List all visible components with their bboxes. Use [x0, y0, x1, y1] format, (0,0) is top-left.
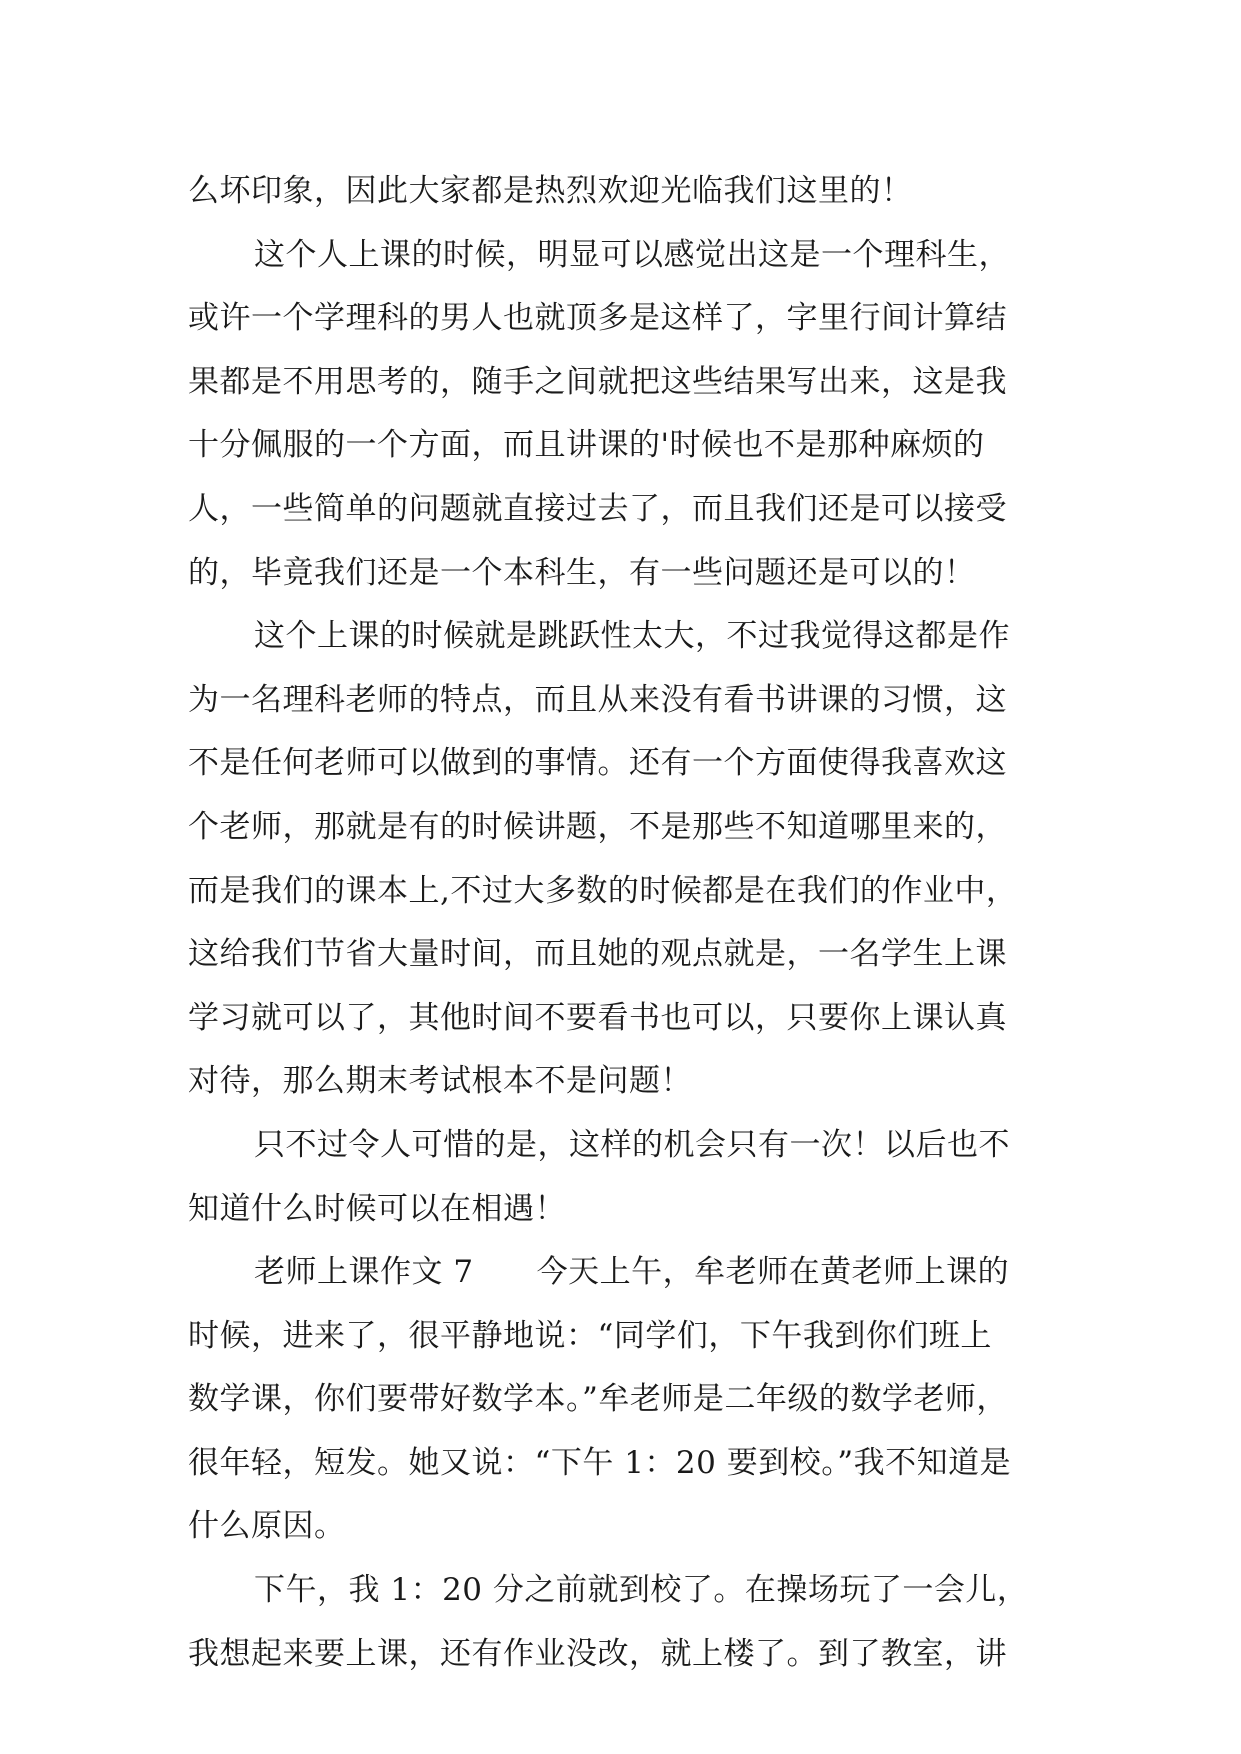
text-line: 什么原因。 — [188, 1508, 346, 1545]
document-body — [188, 160, 1068, 1686]
text-line: 十分佩服的一个方面，而且讲课的'时候也不是那种麻烦的 — [188, 427, 985, 464]
text-line: 学习就可以了，其他时间不要看书也可以，只要你上课认真 — [188, 999, 1007, 1036]
text-line: 或许一个学理科的男人也就顶多是这样了，字里行间计算结 — [188, 300, 1007, 337]
text-line: 这个上课的时候就是跳跃性太大，不过我觉得这都是作 — [254, 618, 1010, 655]
text-line: 时候，进来了，很平静地说：“同学们，下午我到你们班上 — [188, 1317, 992, 1354]
text-line: 这个人上课的时候，明显可以感觉出这是一个理科生， — [254, 236, 1010, 273]
text-line: 老师上课作文 7 今天上午，牟老师在黄老师上课的 — [254, 1254, 1010, 1291]
text-line: 下午，我 1：20 分之前就到校了。在操场玩了一会儿， — [254, 1572, 1029, 1609]
text-line: 为一名理科老师的特点，而且从来没有看书讲课的习惯，这 — [188, 681, 1007, 718]
text-line: 不是任何老师可以做到的事情。还有一个方面使得我喜欢这 — [188, 745, 1007, 782]
text-line: 这给我们节省大量时间，而且她的观点就是，一名学生上课 — [188, 936, 1007, 973]
text-line: 个老师，那就是有的时候讲题，不是那些不知道哪里来的， — [188, 808, 1007, 845]
text-line: 数学课，你们要带好数学本。”牟老师是二年级的数学老师， — [188, 1381, 1008, 1418]
text-line: 么坏印象，因此大家都是热烈欢迎光临我们这里的！ — [188, 173, 913, 209]
text-line: 果都是不用思考的，随手之间就把这些结果写出来，这是我 — [188, 363, 1007, 400]
text-line: 而是我们的课本上,不过大多数的时候都是在我们的作业中， — [188, 872, 1018, 909]
text-line: 对待，那么期末考试根本不是问题！ — [188, 1063, 692, 1100]
text-line: 只不过令人可惜的是，这样的机会只有一次！以后也不 — [254, 1126, 1010, 1163]
text-line: 的，毕竟我们还是一个本科生，有一些问题还是可以的！ — [188, 554, 976, 591]
text-line: 知道什么时候可以在相遇！ — [188, 1190, 566, 1227]
text-line: 很年轻，短发。她又说：“下午 1：20 要到校。”我不知道是 — [188, 1444, 1012, 1481]
text-line: 我想起来要上课，还有作业没改，就上楼了。到了教室，讲 — [188, 1635, 1007, 1672]
text-line: 人，一些简单的问题就直接过去了，而且我们还是可以接受 — [188, 490, 1007, 527]
